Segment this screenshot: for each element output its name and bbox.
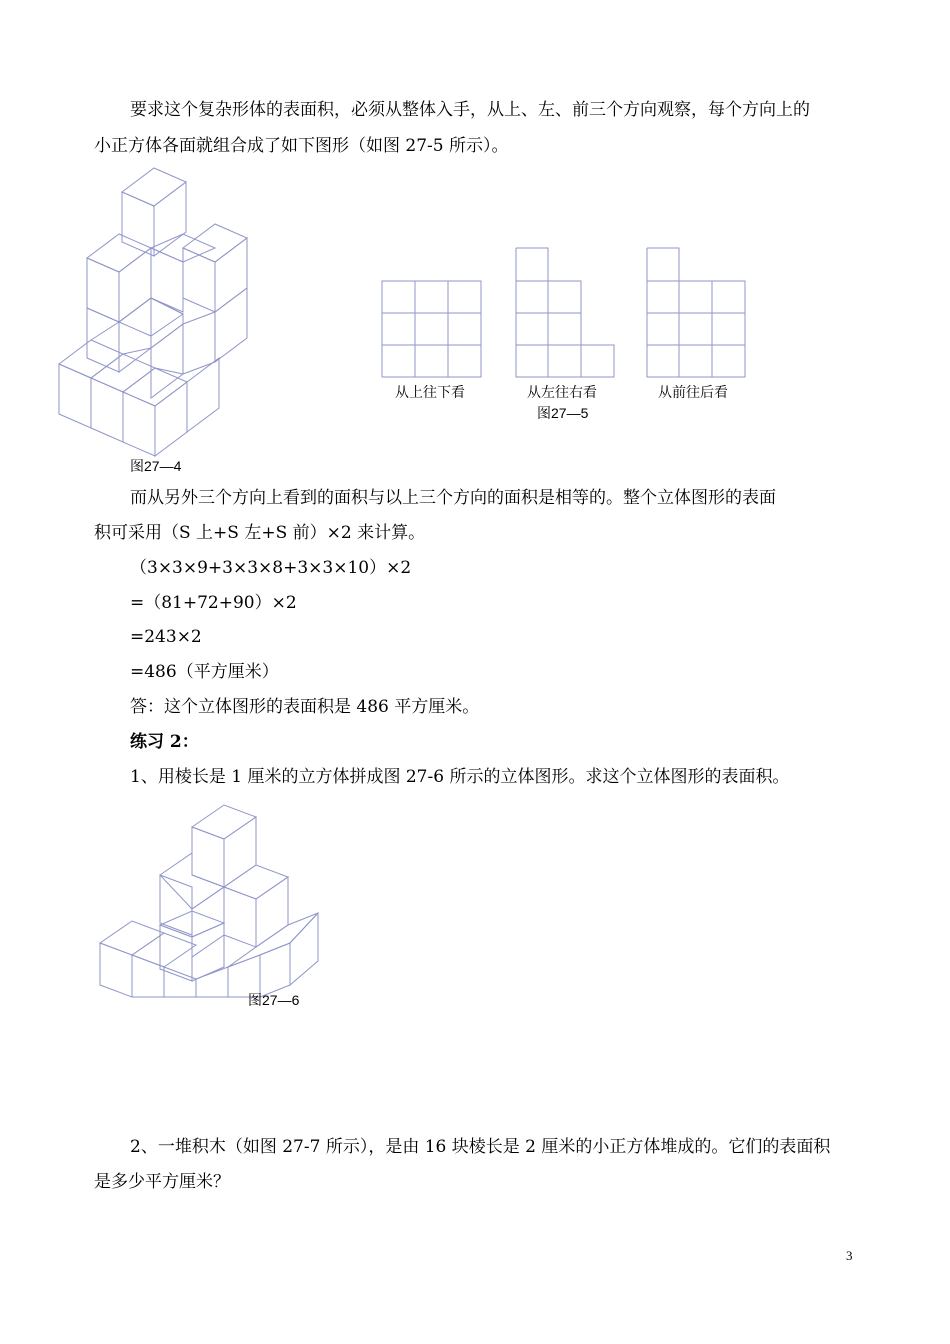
exercise-question-2-line2: 是多少平方厘米？ — [94, 1172, 230, 1192]
page-number: 3 — [846, 1248, 853, 1263]
figure-27-4 — [55, 168, 275, 458]
figure-27-4-caption: 图27—4 — [130, 458, 182, 474]
answer-text: 答：这个立体图形的表面积是 486 平方厘米。 — [130, 697, 480, 717]
exercise-question-2-line1: 2、一堆积木（如图 27-7 所示），是由 16 块棱长是 2 厘米的小正方体堆成的。它们的表面积 — [130, 1137, 831, 1157]
figure-27-6-caption: 图27—6 — [248, 992, 300, 1008]
calc-line1: （3×3×9+3×3×8+3×3×10）×2 — [130, 558, 412, 578]
view-front-label: 从前往后看 — [658, 384, 728, 400]
calc-line3: =243×2 — [130, 627, 202, 647]
para2-line2: 积可采用（S 上+S 左+S 前）×2 来计算。 — [94, 523, 426, 543]
para2-line1: 而从另外三个方向上看到的面积与以上三个方向的面积是相等的。整个立体图形的表面 — [130, 488, 776, 508]
exercise-title: 练习 2： — [130, 732, 199, 752]
para1-line2: 小正方体各面就组合成了如下图形（如图 27-5 所示）。 — [94, 136, 509, 156]
calc-line4: =486（平方厘米） — [130, 662, 279, 682]
para1-line1: 要求这个复杂形体的表面积，必须从整体入手，从上、左、前三个方向观察，每个方向上的 — [130, 100, 810, 120]
figure-27-5-caption: 图27—5 — [537, 405, 589, 421]
figure-27-6 — [98, 805, 323, 1000]
figure-27-5-views — [380, 246, 750, 381]
calc-line2: =（81+72+90）×2 — [130, 593, 297, 613]
exercise-question-1: 1、用棱长是 1 厘米的立方体拼成图 27-6 所示的立体图形。求这个立体图形的表面积。 — [130, 767, 790, 787]
view-left-label: 从左往右看 — [527, 384, 597, 400]
view-top-label: 从上往下看 — [395, 384, 465, 400]
